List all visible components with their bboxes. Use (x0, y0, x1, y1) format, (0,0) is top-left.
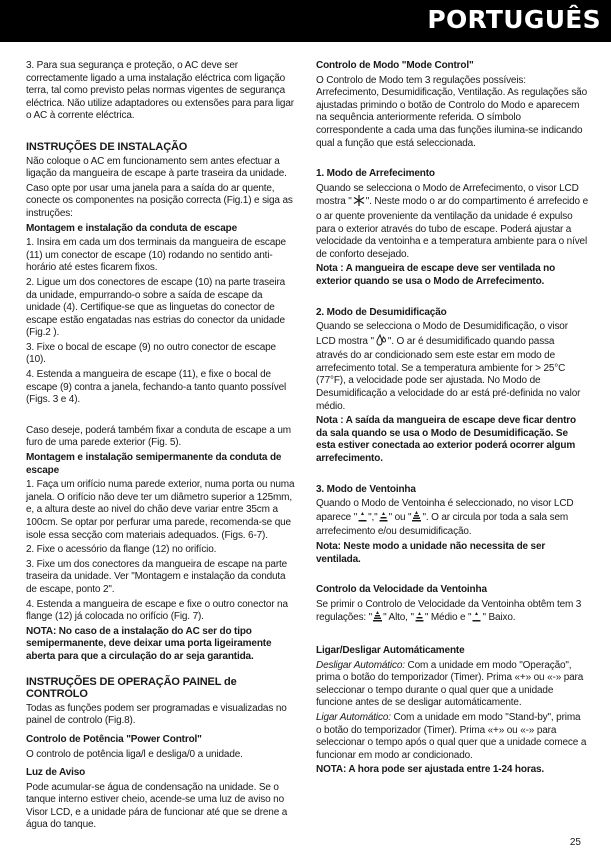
semi-title: Montagem e instalação semipermanente da conduta de escape (26, 452, 282, 476)
fan-speed-paragraph: Se primir o Controlo de Velocidade da Ventoinha obtêm tem 3 regulações: " " Alto, " " Médio e " " Baixo. (316, 599, 588, 627)
auto-onoff-title: Ligar/Desligar Automáticamente (316, 644, 465, 656)
dry-mode-title: 2. Modo de Desumidificação (316, 306, 447, 318)
left-column (26, 60, 298, 834)
right-column (316, 60, 588, 779)
wall-paragraph: Caso deseje, poderá também fixar a conduta de escape a um furo de uma parede exterior (Fig. 5). (26, 424, 291, 449)
power-paragraph: O controlo de potência liga/l e desliga/0 a unidade. (26, 748, 243, 760)
water-drop-icon (375, 334, 387, 351)
install-paragraph-2: Caso opte por usar uma janela para a saída do ar quente, conecte os componentes na posição correcta (Fig.1) e siga as instruções: (26, 182, 293, 219)
mount-step-3: 3. Fixe o bocal de escape (9) no outro conector de escape (10). (26, 341, 276, 366)
fan-mode-note: Nota: Neste modo a unidade não necessita de ser ventilada. (316, 541, 546, 565)
page-number: 25 (569, 837, 581, 848)
cool-mode-paragraph: Quando se selecciona o Modo de Arrefecimento, o visor LCD mostra " ". Neste modo o ar do compartimento é arrefecido e o ar quente proveniente da ventilação da unidade é expulso para o exterior através do tubo de escape. Poderá ajustar a velocidade da ventoinha e a temperatura ambiente para o nível de conforto desejado. (316, 182, 588, 260)
speed-medium-icon (415, 611, 424, 627)
mode-control-paragraph: O Controlo de Modo tem 3 regulações possíveis: Arrefecimento, Desumidificação, Ventilação. As regulações são ajustadas primindo o botão de Controlo do Modo e aparecem na sequência anteriormente referida. O símbolo correspondente a cada uma das funções ilumina-se indicando qual a função que está seleccionada. (316, 74, 587, 149)
mount-title: Montagem e instalação da conduta de escape (26, 222, 237, 234)
auto-on-paragraph: Ligar Automático: Com a unidade em modo "Stand-by", prima o botão do temporizador (Timer). Prima «+» ou «-» para seleccionar o tempo após o qual quer que a unidade comece a funcionar em modo ar condicionado. (316, 711, 587, 761)
operation-paragraph: Todas as funções podem ser programadas e visualizadas no painel de controlo (Fig.8). (26, 702, 287, 727)
mount-step-1: 1. Insira em cada um dos terminais da mangueira de escape (11) um conector de escape (10) rodando no sentido anti-horário até estes ficarem fixos. (26, 237, 286, 274)
mount-step-2: 2. Ligue um dos conectores de escape (10) na parte traseira da unidade, empurrando-o sobre a saída de escape da unidade (4). Certifique-se que as linguetas do conector de escape estão engatadas nas estrias do conector da unidade (Fig.2 ). (26, 276, 286, 339)
warning-light-paragraph: Pode acumular-se água de condensação na unidade. Se o tanque interno estiver cheio, acende-se uma luz de aviso no Visor LCD, e a unidade pára de funcionar até que se drene a água do tanque. (26, 781, 288, 831)
mode-control-title: Controlo de Modo "Mode Control" (316, 60, 474, 71)
fan-high-icon (412, 511, 421, 527)
mount-step-4: 4. Estenda a mangueira de escape (11), e fixe o bocal de escape (9) contra a janela, fechando-a tanto quanto possível (Figs. 3 e 4). (26, 369, 287, 406)
semi-step-3: 3. Fixe um dos conectores da mangueira de escape na parte traseira da unidade. Ver "Montagem e instalação da conduta de escape, ponto 2". (26, 558, 288, 595)
safety-paragraph: 3. Para sua segurança e proteção, o AC deve ser correctamente ligado a uma instalação eléctrica com ligação terra, tal como previsto pelas normas vigentes de segurança eléctrica. Não utilize adaptadores ou extensões para para ligar o AC à corrente eléctrica. (26, 60, 294, 122)
semi-step-2: 2. Fixe o acessório da flange (12) no orifício. (26, 544, 217, 556)
speed-high-icon (373, 611, 382, 627)
auto-note: NOTA: A hora pode ser ajustada entre 1-24 horas. (316, 764, 545, 776)
fan-mode-paragraph: Quando o Modo de Ventoinha é seleccionado, no visor LCD aparece " "," " ou " ". O ar circula por toda a sala sem arrefecimento e/ou desumidificação. (316, 498, 574, 538)
cool-mode-note: Nota : A mangueira de escape deve ser ventilada no exterior quando se usa o Modo de Arrefecimento. (316, 263, 556, 287)
fan-speed-title: Controlo da Velocidade da Ventoinha (316, 584, 487, 596)
semi-note: NOTA: No caso de a instalação do AC ser do tipo semipermanente, deve deixar uma porta ligeiramente aberta para que a circulação do ar seja garantida. (26, 625, 272, 662)
install-title: INSTRUÇÕES DE INSTALAÇÃO (26, 140, 188, 153)
header-bar (0, 0, 611, 42)
snowflake-icon (353, 195, 365, 211)
semi-step-4: 4. Estenda a mangueira de escape e fixe o outro conector na flange (12) já colocada no orifício (Fig. 7). (26, 598, 288, 623)
auto-off-paragraph: Desligar Automático: Com a unidade em modo "Operação", prima o botão do temporizador (Timer). Prima «+» ou «-» para seleccionar o tempo durante o qual quer que a unidade funcione antes de se desligar automáticamente. (316, 659, 584, 709)
cool-mode-title: 1. Modo de Arrefecimento (316, 168, 435, 180)
warning-light-title: Luz de Aviso (26, 767, 86, 779)
install-paragraph-1: Não coloque o AC em funcionamento sem antes efectuar a ligação da mangueira de escape à parte traseira da unidade. (26, 155, 287, 180)
fan-low-icon (358, 511, 367, 527)
fan-mode-title: 3. Modo de Ventoinha (316, 483, 416, 495)
power-title: Controlo de Potência "Power Control" (26, 733, 202, 745)
language-title: PORTUGUÊS (427, 5, 601, 34)
fan-medium-icon (379, 511, 388, 527)
semi-step-1: 1. Faça um orifício numa parede exterior, numa porta ou numa janela. O orifício não deve ter um diâmetro superior a 125mm, e, a altura deste ao nivel do chão deve variar entre 35cm a 100cm. Se optar por perfurar uma parede, recomenda-se que isole essa secção com materiais adequados. (Figs. 6-7). (26, 479, 295, 541)
speed-low-icon (472, 611, 481, 627)
dry-mode-paragraph: Quando se selecciona o Modo de Desumidificação, o visor LCD mostra " ". O ar é desumidificado quando passa através do ar condicionado sem este estar em modo de arrefecimento total. Se a temperatura ambiente for > 25°C (77°F), a velocidade pode ser ajustada. No Modo de Desumidificação a velocidade do ar está pré-definida no valor médio. (316, 321, 581, 412)
operation-title: INSTRUÇÕES DE OPERAÇÃO PAINEL de CONTROLO (26, 675, 237, 701)
dry-mode-note: Nota : A saída da mangueira de escape deve ficar dentro da sala quando se usa o Modo de Desumidificação. Se esta estiver conectada ao exterior poderá ocorrer algum arrefecimento. (316, 415, 576, 465)
